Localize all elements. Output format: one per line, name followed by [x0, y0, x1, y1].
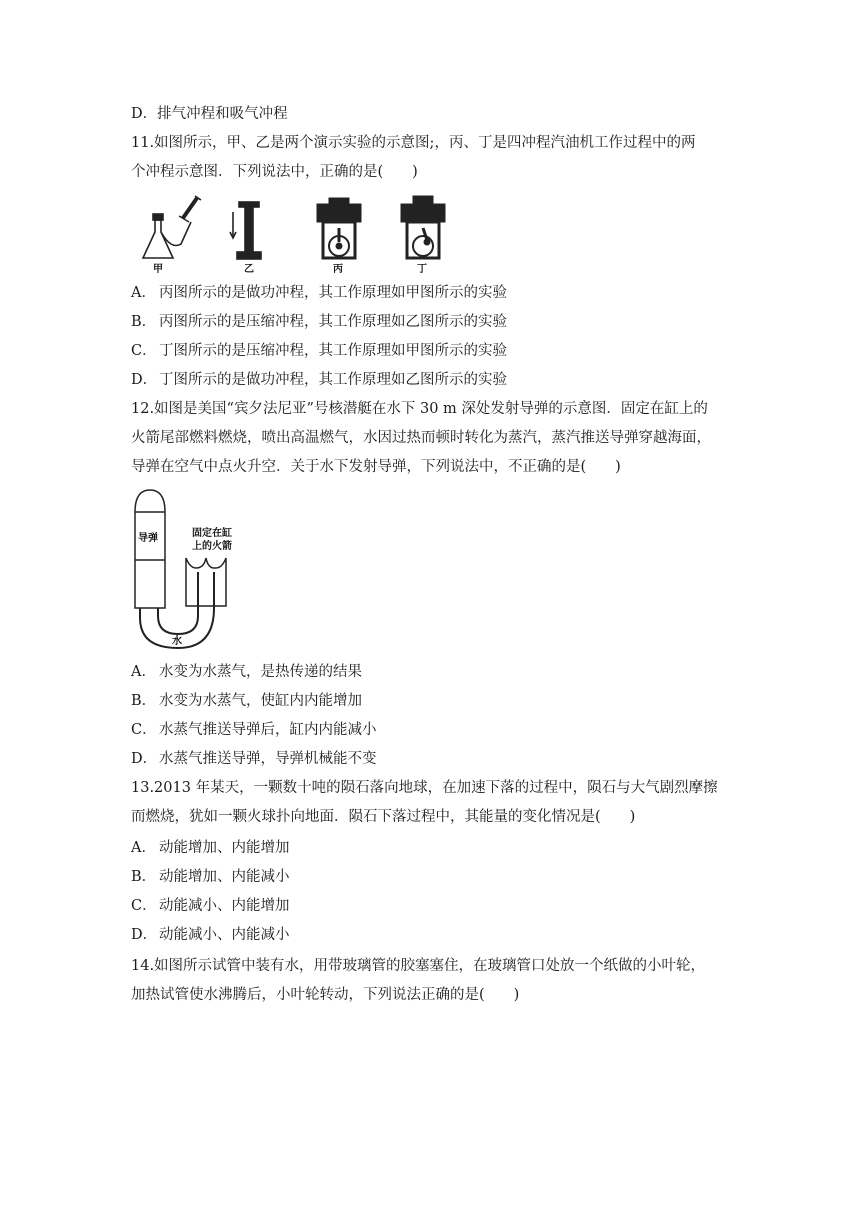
- q11-option-b[interactable]: B． 丙图所示的是压缩冲程，其工作原理如乙图所示的实验: [131, 314, 507, 330]
- label-water: 水: [172, 636, 182, 647]
- label-ding: 丁: [417, 264, 427, 275]
- q13-option-d[interactable]: D． 动能减小、内能减小: [131, 927, 290, 943]
- q13-option-a[interactable]: A． 动能增加、内能增加: [131, 840, 290, 856]
- q11-stem-line-2: 个冲程示意图．下列说法中，正确的是( ): [131, 164, 418, 180]
- missile-launch-tube-diagram: [135, 490, 226, 648]
- label-yi: 乙: [244, 264, 254, 275]
- label-rocket-line-2: 上的火箭: [192, 541, 232, 552]
- q12-stem-line-3: 导弹在空气中点火升空．关于水下发射导弹，下列说法中，不正确的是( ): [131, 459, 621, 475]
- q13-option-b[interactable]: B． 动能增加、内能减小: [131, 869, 290, 885]
- q11-option-d[interactable]: D． 丁图所示的是做功冲程，其工作原理如乙图所示的实验: [131, 372, 507, 388]
- q11-figure: [133, 192, 463, 278]
- q12-option-a[interactable]: A． 水变为水蒸气，是热传递的结果: [131, 664, 362, 680]
- q11-option-c[interactable]: C． 丁图所示的是压缩冲程，其工作原理如甲图所示的实验: [131, 343, 507, 359]
- q13-option-c[interactable]: C． 动能减小、内能增加: [131, 898, 290, 914]
- label-jia: 甲: [153, 264, 163, 275]
- q12-option-d[interactable]: D． 水蒸气推送导弹，导弹机械能不变: [131, 751, 377, 767]
- label-bing: 丙: [333, 264, 343, 275]
- engine-stroke-ding-diagram: [401, 196, 445, 258]
- q10-option-d: D．排气冲程和吸气冲程: [131, 106, 288, 122]
- q14-stem-line-1: 14.如图所示试管中装有水，用带玻璃管的胶塞塞住，在玻璃管口处放一个纸做的小叶轮，: [131, 958, 706, 974]
- engine-stroke-bing-diagram: [317, 198, 361, 258]
- q11-stem-line-1: 11.如图所示，甲、乙是两个演示实验的示意图;，丙、丁是四冲程汽油机工作过程中的两: [131, 135, 696, 151]
- q13-stem-line-2: 而燃烧，犹如一颗火球扑向地面．陨石下落过程中，其能量的变化情况是( ): [131, 809, 636, 825]
- flask-syringe-diagram: [143, 196, 201, 258]
- q12-stem-line-2: 火箭尾部燃料燃烧，喷出高温燃气，水因过热而顿时转化为蒸汽，蒸汽推送导弹穿越海面，: [131, 430, 711, 446]
- air-compression-tube-diagram: [230, 202, 261, 259]
- label-rocket-line-1: 固定在缸: [192, 528, 232, 539]
- q12-figure: [128, 488, 258, 654]
- q11-option-a[interactable]: A． 丙图所示的是做功冲程，其工作原理如甲图所示的实验: [131, 285, 507, 301]
- q12-option-b[interactable]: B． 水变为水蒸气，使缸内内能增加: [131, 693, 362, 709]
- q13-stem-line-1: 13.2013 年某天，一颗数十吨的陨石落向地球，在加速下落的过程中，陨石与大气剧烈摩擦: [131, 780, 718, 796]
- q12-stem-line-1: 12.如图是美国“宾夕法尼亚”号核潜艇在水下 30 m 深处发射导弹的示意图．固定在缸上的: [131, 401, 708, 417]
- label-missile: 导弹: [138, 533, 158, 544]
- q12-option-c[interactable]: C． 水蒸气推送导弹后，缸内内能减小: [131, 722, 377, 738]
- q14-stem-line-2: 加热试管使水沸腾后，小叶轮转动，下列说法正确的是( ): [131, 987, 520, 1003]
